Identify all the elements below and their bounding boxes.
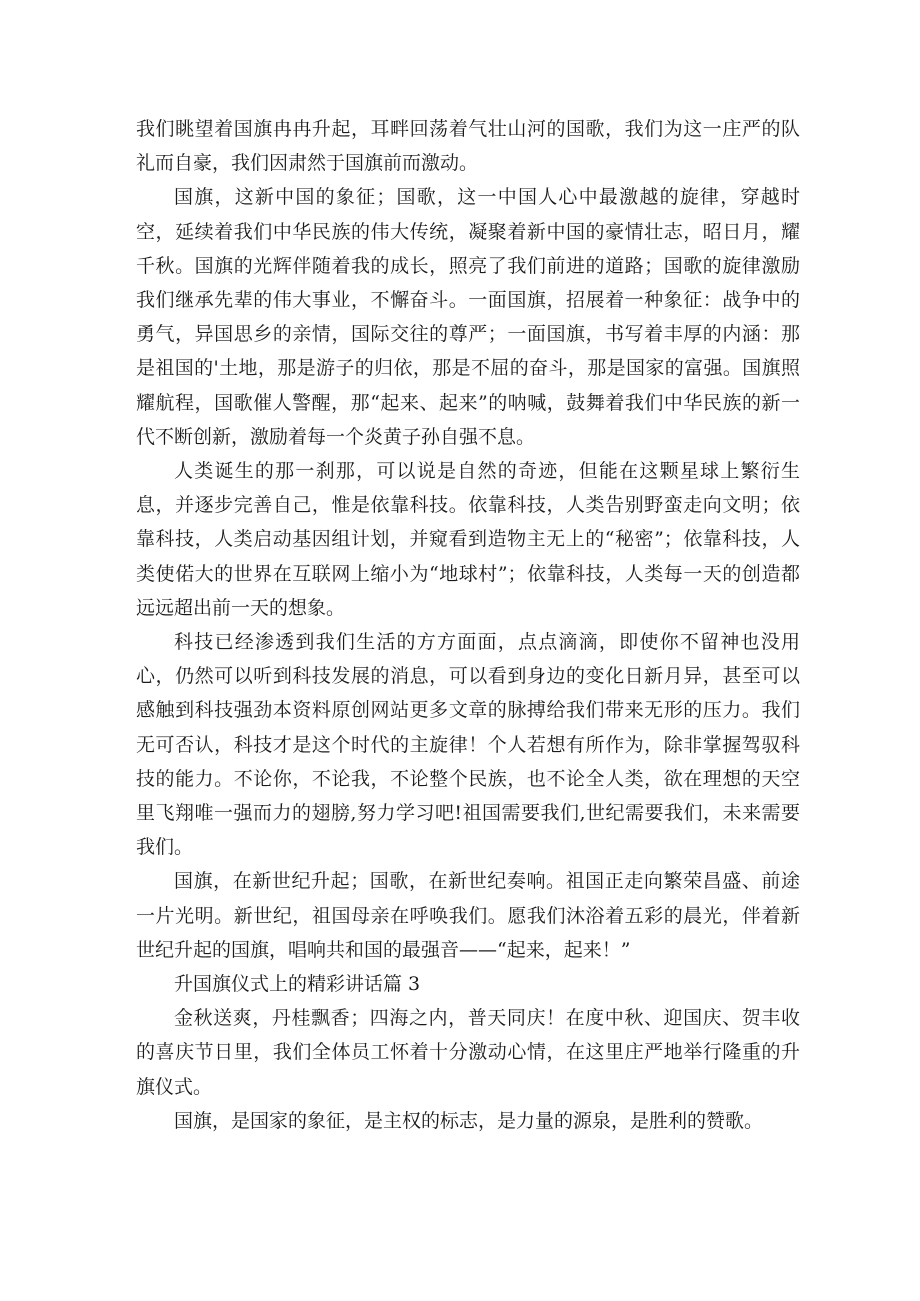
paragraph-5: 国旗，在新世纪升起；国歌，在新世纪奏响。祖国正走向繁荣昌盛、前途一片光明。新世纪，祖国母亲在呼唤我们。愿我们沐浴着五彩的晨光，伴着新世纪升起的国旗，唱响共和国的最强音——“起来，起来！” [136,870,800,961]
paragraph-3: 人类诞生的那一刹那，可以说是自然的奇迹，但能在这颗星球上繁衍生息，并逐步完善自己，惟是依靠科技。依靠科技，人类告别野蛮走向文明；依靠科技，人类启动基因组计划，并窥看到造物主无上的“秘密”；依靠科技，人类使偌大的世界在互联网上缩小为“地球村”；依靠科技，人类每一天的创造都远远超出前一天的想象。 [136,460,800,619]
paragraph-2: 国旗，这新中国的象征；国歌，这一中国人心中最激越的旋律，穿越时空，延续着我们中华民族的伟大传统，凝聚着新中国的豪情壮志，昭日月，耀千秋。国旗的光辉伴随着我的成长，照亮了我们前进的道路；国歌的旋律激励我们继承先辈的伟大事业，不懈奋斗。一面国旗，招展着一种象征：战争中的勇气，异国思乡的亲情，国际交往的尊严；一面国旗，书写着丰厚的内涵：那是祖国的'土地，那是游子的归依，那是不屈的奋斗，那是国家的富强。国旗照耀航程，国歌催人警醒，那“起来、起来”的呐喊，鼓舞着我们中华民族的新一代不断创新，激励着每一个炎黄子孙自强不息。 [136,186,800,448]
document-body [136,112,800,1138]
section-title: 升国旗仪式上的精彩讲话篇 3 [174,973,421,996]
paragraph-6: 金秋送爽，丹桂飘香；四海之内，普天同庆！在度中秋、迎国庆、贺丰收的喜庆节日里，我们全体员工怀着十分激动心情，在这里庄严地举行隆重的升旗仪式。 [136,1007,800,1098]
paragraph-1: 我们眺望着国旗冉冉升起，耳畔回荡着气壮山河的国歌，我们为这一庄严的队礼而自豪，我们因肃然于国旗前而激动。 [136,118,800,175]
paragraph-4: 科技已经渗透到我们生活的方方面面，点点滴滴，即使你不留神也没用心，仍然可以听到科技发展的消息，可以看到身边的变化日新月异，甚至可以感触到科技强劲本资料原创网站更多文章的脉搏给我们带来无形的压力。我们无可否认，科技才是这个时代的主旋律！个人若想有所作为，除非掌握驾驭科技的能力。不论你，不论我，不论整个民族，也不论全人类，欲在理想的天空里飞翔唯一强而力的翅膀,努力学习吧!祖国需要我们,世纪需要我们，未来需要我们。 [136,631,800,859]
paragraph-7: 国旗，是国家的象征，是主权的标志，是力量的源泉，是胜利的赞歌。 [174,1109,764,1132]
